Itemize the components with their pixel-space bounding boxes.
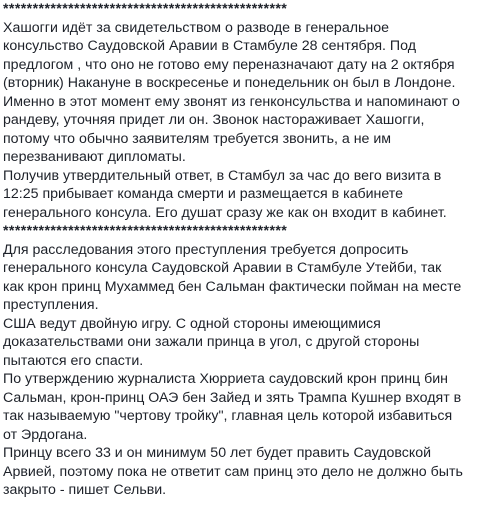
paragraph-line: Принцу всего 33 и он минимум 50 лет будет править Саудовской: [3, 445, 432, 461]
paragraph-line: пытаются его спасти.: [3, 352, 144, 369]
paragraph-line: генерального консула. Его душат сразу же как он входит в кабинет.: [3, 204, 447, 221]
paragraph-line: 12:25 прибывает команда смерти и размещается в кабинете: [3, 186, 404, 202]
paragraph-line: преступления.: [3, 297, 99, 313]
paragraph-line: потому что обычно заявителям требуется звонить, а не им: [3, 130, 392, 147]
paragraph-line: предлогом , что оно не готово ему переназначают дату на 2 октября: [3, 56, 455, 73]
post-text: [3, 0, 477, 500]
paragraph-line: По утверждению журналиста Хюрриета саудовский крон принц бин: [3, 371, 448, 387]
paragraph-line: Сальман, крон-принц ОАЭ бен Зайед и зять Трампа Кушнер входят в: [3, 389, 462, 406]
paragraph-line: от Эрдогана.: [3, 426, 88, 443]
paragraph-line: рандеву, уточняя придет ли он. Звонок настораживает Хашогги,: [3, 112, 425, 128]
paragraph-line: перезванивают дипломаты.: [3, 149, 186, 165]
paragraph-line: Хашогги идёт за свидетельством о разводе в генеральное: [3, 19, 389, 36]
paragraph-line: Получив утвердительный ответ, в Стамбул за час до вего визита в: [3, 167, 442, 184]
paragraph-line: доказательствами они зажали принца в угол, с другой стороны: [3, 334, 420, 350]
paragraph-line: США ведут двойную игру. С одной стороны имеющимися: [3, 315, 381, 332]
paragraph-line: (вторник) Накануне в воскресенье и понедельник он был в Лондоне.: [3, 75, 456, 91]
paragraph-line: так называемую "чертову тройку", главная цель которой избавиться: [3, 408, 453, 424]
paragraph-line: закрыто - пишет Сельви.: [3, 482, 167, 498]
paragraph-line: консульство Саудовской Аравии в Стамбуле 28 сентября. Под: [3, 38, 416, 54]
paragraph-line: как крон принц Мухаммед бен Сальман фактически пойман на месте: [3, 278, 462, 295]
paragraph-line: генерального консула Саудовской Аравии в Стамбуле Утейби, так: [3, 260, 442, 276]
paragraph-line: Для расследования этого преступления требуется допросить: [3, 241, 409, 258]
paragraph-line: Именно в этот момент ему звонят из генконсульства и напоминают о: [3, 93, 460, 110]
separator-line: ************************************************: [3, 223, 288, 239]
separator-line: ************************************************: [3, 1, 288, 17]
paragraph-line: Арвией, поэтому пока не ответит сам принц это дело не должно быть: [3, 463, 463, 480]
